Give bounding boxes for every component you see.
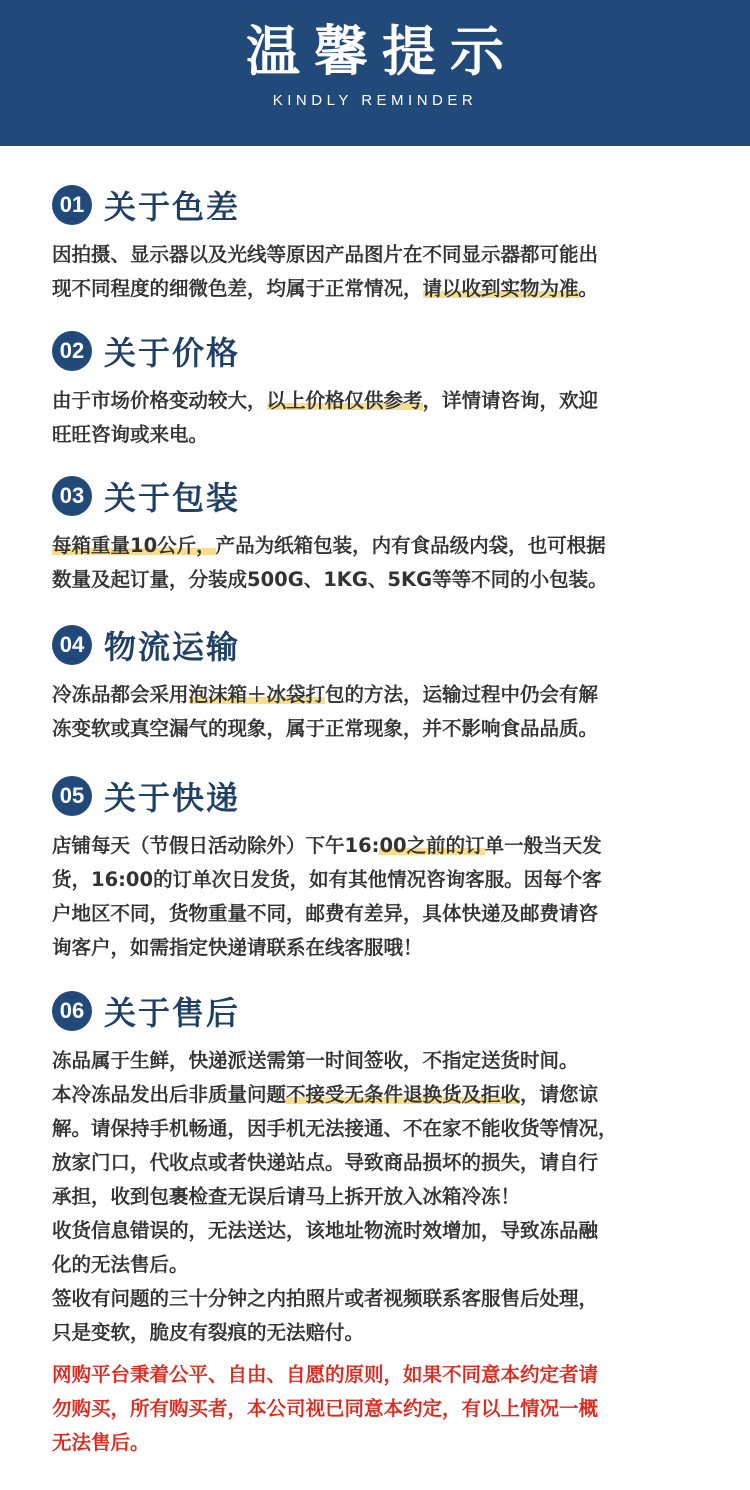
warning-line: 网购平台秉着公平、自由、自愿的原则，如果不同意本约定者请 [52, 1363, 599, 1386]
paragraph-line: 冻变软或真空漏气的现象，属于正常现象，并不影响食品品质。 [52, 717, 599, 740]
warning-line: 勿购买，所有购买者，本公司视已同意本约定，有以上情况一概 [52, 1397, 599, 1420]
section-number-badge: 03 [52, 476, 92, 516]
section-title: 关于售后 [104, 994, 241, 1032]
section-number-badge: 06 [52, 991, 92, 1031]
section-express [52, 773, 702, 965]
paragraph-line: 承担，收到包裹检查无误后请马上拆开放入冰箱冷冻！ [52, 1185, 521, 1208]
paragraph-line: 询客户，如需指定快递请联系在线客服哦！ [52, 936, 423, 959]
highlighted-text: 请以收到实物为准 [422, 277, 579, 300]
section-price [52, 328, 702, 452]
highlighted-text: 以上价格仅供参考 [266, 389, 423, 412]
warning-line: 无法售后。 [52, 1431, 150, 1454]
section-packaging [52, 473, 702, 597]
section-header [52, 328, 702, 374]
section-title: 关于价格 [104, 334, 241, 372]
section-title: 关于色差 [104, 188, 241, 226]
paragraph-line: 每箱重量10公斤，产品为纸箱包装，内有食品级内袋，也可根据 [52, 534, 606, 557]
paragraph-line: 由于市场价格变动较大，以上价格仅供参考，详情请咨询，欢迎 [52, 389, 599, 412]
paragraph-line: 收货信息错误的，无法送达，该地址物流时效增加，导致冻品融 [52, 1219, 599, 1242]
section-number-badge: 05 [52, 776, 92, 816]
highlighted-text: 泡沫箱＋冰袋打 [188, 683, 326, 706]
section-header [52, 622, 702, 668]
section-number-badge: 01 [52, 185, 92, 225]
section-title: 物流运输 [104, 628, 241, 666]
paragraph-line: 签收有问题的三十分钟之内拍照片或者视频联系客服售后处理， [52, 1287, 599, 1310]
page-title: 温馨提示 [246, 20, 518, 83]
section-title: 关于快递 [104, 779, 241, 817]
paragraph-line: 放家门口，代收点或者快递站点。导致商品损坏的损失，请自行 [52, 1151, 599, 1174]
page-subtitle: KINDLY REMINDER [272, 92, 478, 109]
paragraph-line: 现不同程度的细微色差，均属于正常情况，请以收到实物为准。 [52, 277, 599, 300]
paragraph-line: 户地区不同，货物重量不同，邮费有差异，具体快递及邮费请咨 [52, 902, 599, 925]
section-header [52, 182, 702, 228]
section-logistics [52, 622, 702, 746]
paragraph-line: 数量及起订量，分装成500G、1KG、5KG等等不同的小包装。 [52, 568, 608, 591]
paragraph-line: 旺旺咨询或来电。 [52, 423, 209, 446]
section-number-badge: 02 [52, 331, 92, 371]
paragraph-line: 解。请保持手机畅通，因手机无法接通、不在家不能收货等情况， [52, 1117, 618, 1140]
paragraph-line: 本冷冻品发出后非质量问题不接受无条件退换货及拒收，请您谅 [52, 1083, 599, 1106]
paragraph-line: 冻品属于生鲜，快递派送需第一时间签收，不指定送货时间。 [52, 1049, 579, 1072]
warning-notice [52, 1358, 702, 1460]
paragraph-line: 只是变软，脆皮有裂痕的无法赔付。 [52, 1321, 365, 1344]
paragraph-line: 化的无法售后。 [52, 1253, 189, 1276]
highlighted-text: 00之前的订 [379, 834, 485, 857]
section-number-badge: 04 [52, 625, 92, 665]
highlighted-text: 每箱重量10公斤， [52, 534, 216, 557]
header-banner [0, 0, 750, 146]
paragraph-line: 因拍摄、显示器以及光线等原因产品图片在不同显示器都可能出 [52, 243, 599, 266]
section-header [52, 473, 702, 519]
paragraph-line: 货，16:00的订单次日发货，如有其他情况咨询客服。因每个客 [52, 868, 602, 891]
section-color-difference [52, 182, 702, 306]
section-header [52, 773, 702, 819]
paragraph-line: 店铺每天（节假日活动除外）下午16:00之前的订单一般当天发 [52, 834, 602, 857]
section-title: 关于包装 [104, 479, 241, 517]
highlighted-text: 不接受无条件退换货及拒收 [286, 1083, 521, 1106]
section-after-sales [52, 988, 702, 1460]
paragraph-line: 冷冻品都会采用泡沫箱＋冰袋打包的方法，运输过程中仍会有解 [52, 683, 599, 706]
section-header [52, 988, 702, 1034]
